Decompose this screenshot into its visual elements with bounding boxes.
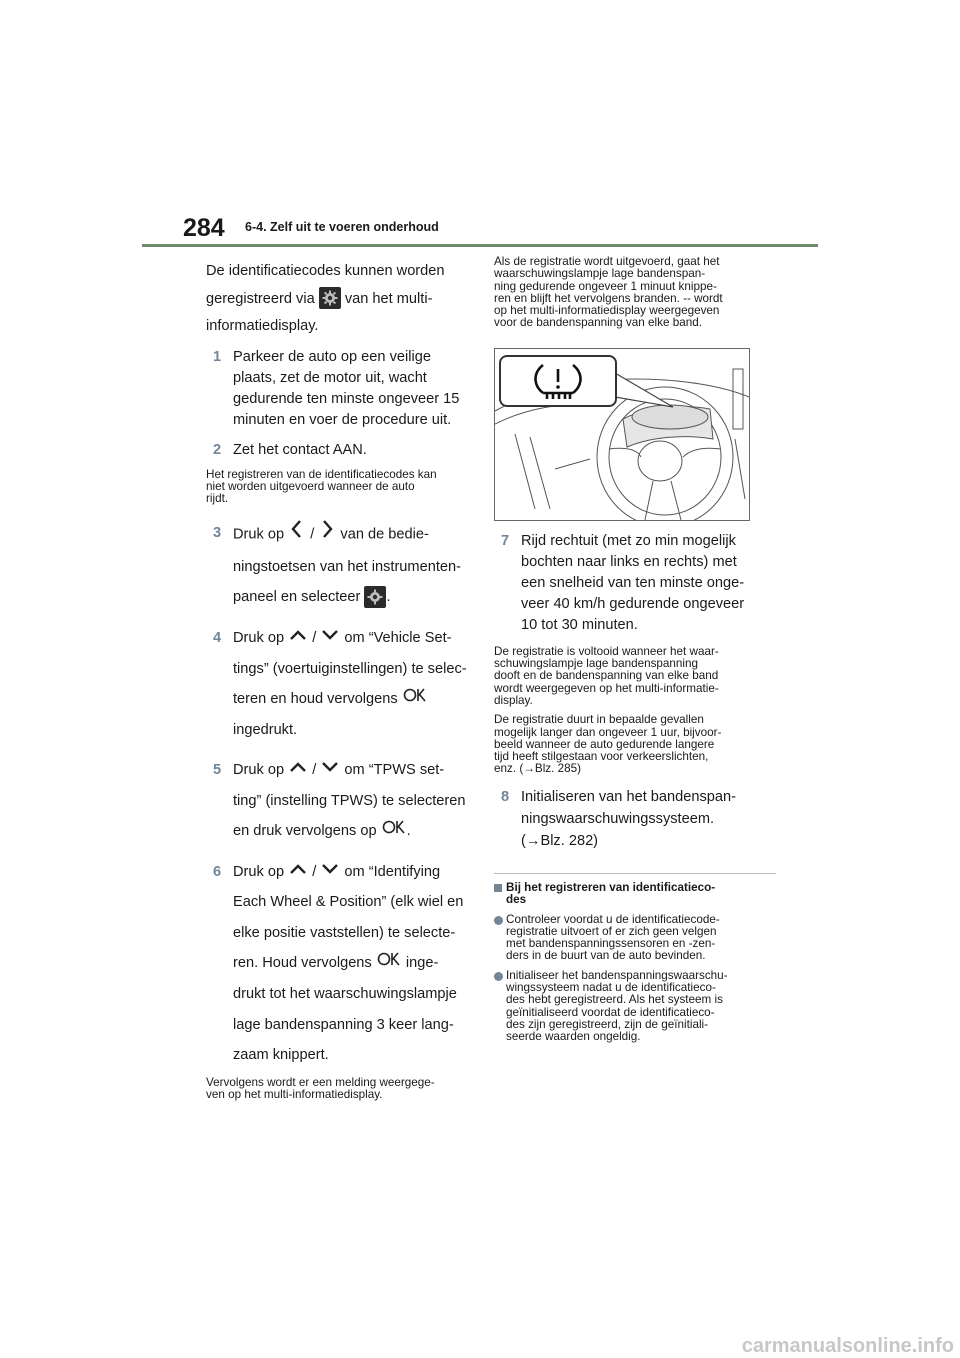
chevron-up-icon — [288, 755, 308, 786]
chevron-left-icon — [288, 518, 306, 552]
step-6: 6 Druk op / om “Identifying Each Wheel & Position” (elk wiel en elke positie vaststellen) te selecte- ren. Houd vervolgens inge- drukt tot het waarschuwingslampje lage bandenspanning 3 keer lang- zaam knippert. — [206, 857, 470, 1071]
header-rule — [142, 244, 818, 247]
chevron-right-icon — [318, 518, 336, 552]
step-4: 4 Druk op / om “Vehicle Set- tings” (voertuiginstellingen) te selec- teren en houd vervolgens ingedrukt. — [206, 623, 470, 745]
round-bullet-icon — [494, 972, 503, 981]
round-bullet-icon — [494, 916, 503, 925]
tpms-dashboard-drawing — [495, 349, 749, 520]
page-number: 284 — [183, 214, 225, 242]
left-column — [206, 258, 470, 1101]
step-2: 2 Zet het contact AAN. — [213, 441, 367, 458]
info-heading: Bij het registreren van identificatieco- des — [494, 882, 756, 907]
info-block — [494, 882, 756, 1044]
chevron-up-icon — [288, 623, 308, 654]
settings-gear-icon — [319, 287, 341, 309]
info-bullet-1: Controleer voordat u de identificatiecode- registratie uitvoert of er zich geen velgen met bandenspanningssensoren en -zen- ders in de buurt van de auto bevinden. — [494, 914, 756, 963]
settings-gear-icon — [364, 586, 386, 608]
step-7-note-complete: De registratie is voltooid wanneer het waar- schuwingslampje lage bandenspanning dooft en de bandenspanning van elke band wordt weergegeven op het multi-informatie- display. — [494, 644, 719, 707]
chevron-down-icon — [320, 623, 340, 654]
section-divider — [494, 873, 776, 874]
chevron-up-icon — [288, 857, 308, 888]
step-7: 7 Rijd rechtuit (met zo min mogelijk bochten naar links en rechts) met een snelheid van ten minste onge- veer 40 km/h gedurende ongeveer 10 tot 30 minuten. — [501, 532, 745, 633]
step-8: 8 Initialiseren van het bandenspan- ningswaarschuwingssysteem. (→Blz. 282) — [501, 788, 737, 849]
dashboard-illustration — [494, 348, 750, 521]
step-1: 1 Parkeer de auto op een veilige plaats, zet de motor uit, wacht gedurende ten minste ongeveer 15 minuten en voer de procedure uit. — [213, 348, 460, 428]
square-bullet-icon — [494, 884, 502, 892]
step-7-note-duration: De registratie duurt in bepaalde gevallen mogelijk langer dan ongeveer 1 uur, bijvoor- beeld wanneer de auto gedurende langere tijd heeft stilgestaan voor verkeerslichten, enz. (→Blz. 285) — [494, 713, 722, 776]
step-5: 5 Druk op / om “TPWS set- ting” (instelling TPWS) te selecteren en druk vervolgens op . — [206, 755, 470, 847]
ok-button-icon — [381, 816, 407, 847]
section-title: 6-4. Zelf uit te voeren onderhoud — [245, 220, 439, 234]
step-3: 3 Druk op / van de bedie- ningstoetsen van het instrumenten- paneel en selecteer . — [206, 518, 470, 613]
ok-button-icon — [376, 948, 402, 979]
intro-paragraph: De identificatiecodes kunnen worden geregistreerd via van het multi- informatiedisplay. — [206, 263, 445, 334]
step-6-note: Vervolgens wordt er een melding weergege- ven op het multi-informatiedisplay. — [206, 1075, 435, 1101]
chevron-down-icon — [320, 857, 340, 888]
right-column — [494, 256, 756, 852]
ok-button-icon — [402, 684, 428, 715]
step-2-note: Het registreren van de identificatiecodes kan niet worden uitgevoerd wanneer de auto rijdt. — [206, 467, 437, 506]
chevron-down-icon — [320, 755, 340, 786]
info-bullet-2: Initialiseer het bandenspanningswaarschu- wingssysteem nadat u de identificatieco- des hebt geregistreerd. Als het systeem is geïnitialiseerd voordat de identificatieco- des zijn geregistreerd, zijn de geïnitiali- seerde waarden ongeldig. — [494, 970, 756, 1044]
watermark: carmanualsonline.info — [741, 1335, 954, 1357]
page-reference-link[interactable]: (→Blz. 282) — [521, 832, 599, 849]
registration-note: Als de registratie wordt uitgevoerd, gaat het waarschuwingslampje lage bandenspan- ning gedurende ongeveer 1 minuut knippe- ren en blijft het vervolgens branden. -- wordt op het multi-informatiedisplay weergegeven voor de bandenspanning van elke band. — [494, 255, 723, 330]
